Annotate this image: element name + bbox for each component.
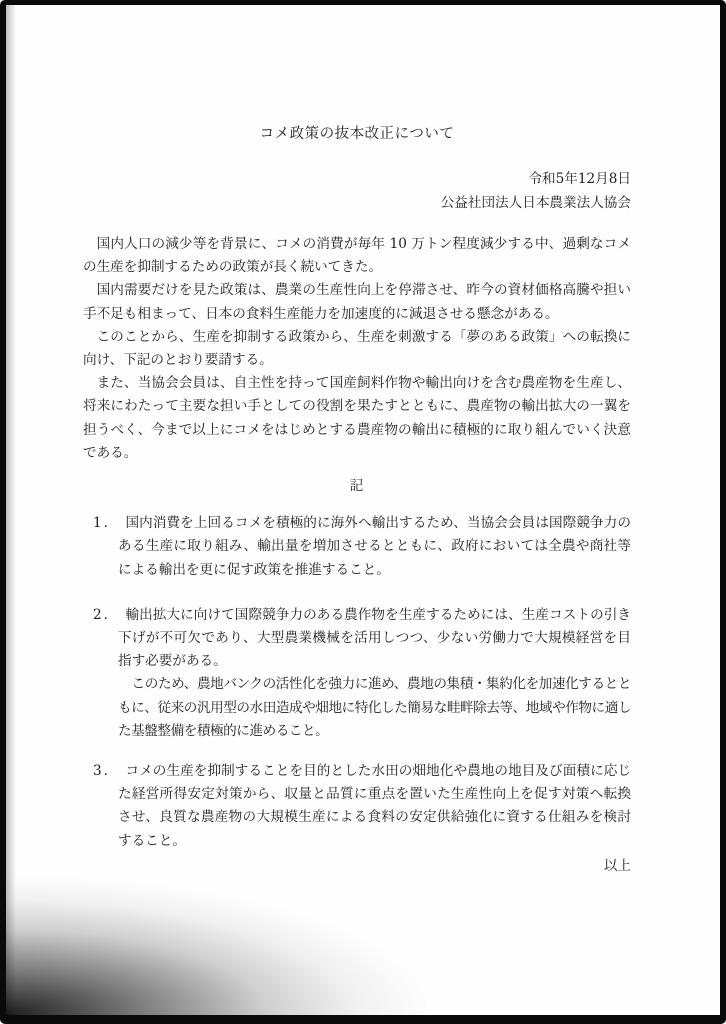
item-paragraph: コメの生産を抑制することを目的とした水田の畑地化や農地の地目及び面積に応じた経営所得安定対策から、収量と品質に重点を置いた生産性向上を促す対策へ転換させ、良質な農産物の大規模生産による食料の安定供給強化に資する仕組みを検討すること。: [118, 763, 631, 849]
item-number: 2．: [93, 606, 120, 623]
intro-paragraph: 国内人口の減少等を背景に、コメの消費が毎年 10 万トン程度減少する中、過剰なコメの生産を抑制するための政策が長く続いてきた。: [83, 236, 631, 276]
item-paragraph: このため、農地バンクの活性化を強力に進め、農地の集積・集約化を加速化するとともに、従来の汎用型の水田造成や畑地に特化した簡易な畦畔除去等、地域や作物に適した基盤整備を積極的に進めること。: [118, 676, 631, 739]
section-marker-ki: 記: [349, 478, 365, 495]
intro-paragraph: また、当協会会員は、自主性を持って国産飼料作物や輸出向けを含む農産物を生産し、将来にわたって主要な担い手としての役割を果たすとともに、農産物の輸出拡大の一翼を担うべく、今まで以上にコメをはじめとする農産物の輸出に積極的に取り組んでいく決意である。: [83, 375, 631, 461]
document-organization: 公益社団法人日本農業法人協会: [440, 195, 631, 211]
closing-mark: 以上: [603, 857, 631, 874]
list-item: [83, 760, 631, 853]
item-paragraph: 輸出拡大に向けて国際競争力のある農作物を生産するためには、生産コストの引き下げが不可欠であり、大型農業機械を活用しつつ、少ない労働力で大規模経営を目指す必要がある。: [118, 606, 631, 670]
request-items: [83, 512, 631, 853]
list-item: [83, 604, 631, 743]
document-header-block: [83, 167, 631, 215]
intro-paragraph: 国内需要だけを見た政策は、農業の生産性向上を停滞させ、昨今の資材価格高騰や担い手不足も相まって、日本の食料生産能力を加速度的に減退させる懸念がある。: [83, 282, 631, 322]
item-paragraph: 国内消費を上回るコメを積極的に海外へ輸出するため、当協会会員は国際競争力のある生産に取り組み、輸出量を増加させるとともに、政府においては全農や商社等による輸出を更に促す政策を推進すること。: [118, 515, 631, 578]
intro-paragraph: このことから、生産を抑制する政策から、生産を刺激する「夢のある政策」への転換に向け、下記のとおり要請する。: [83, 328, 631, 369]
item-number: 3．: [93, 763, 120, 780]
scan-artifact-shadow: [6, 865, 426, 1015]
document-date: 令和5年12月8日: [528, 171, 631, 187]
item-spacer: [83, 582, 631, 604]
list-item: [83, 512, 631, 582]
intro-section: [83, 233, 631, 465]
document-title: コメ政策の抜本改正について: [259, 126, 455, 142]
document-body: [6, 5, 720, 878]
item-number: 1．: [93, 515, 120, 532]
item-spacer: [83, 743, 631, 760]
